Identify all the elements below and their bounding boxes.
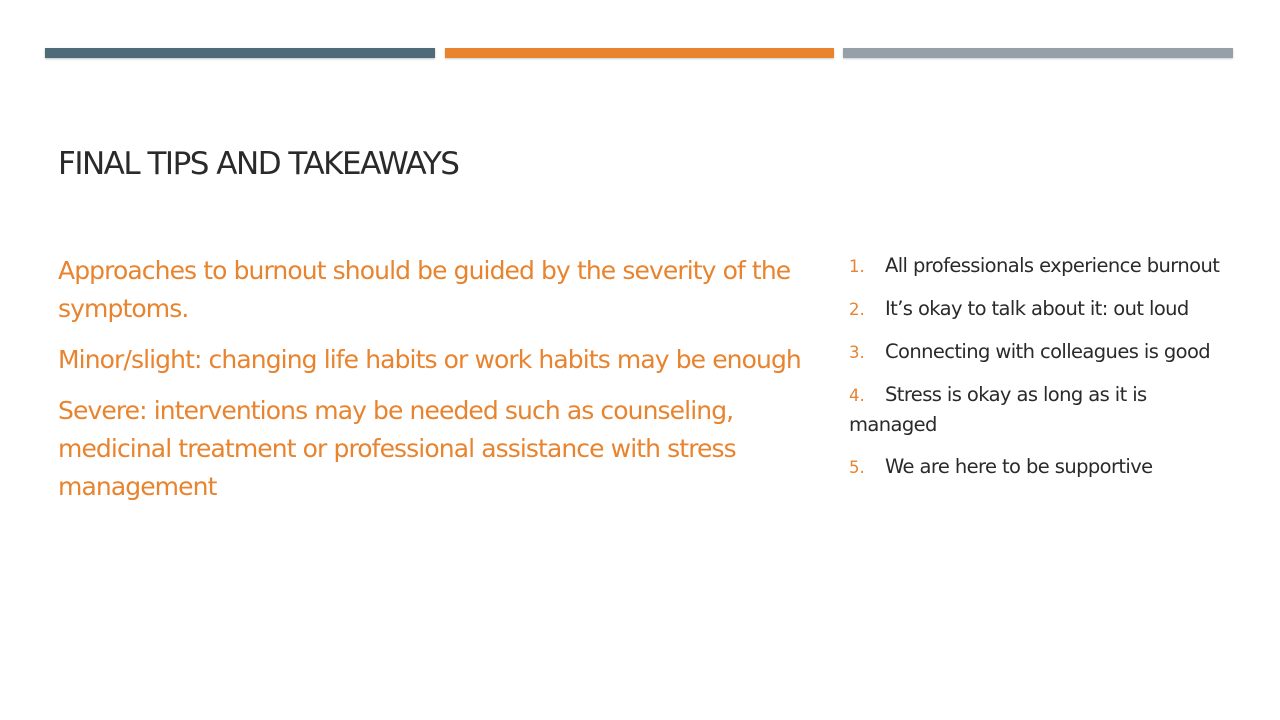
slide-title: FINAL TIPS AND TAKEAWAYS [58,146,459,182]
list-item-text: We are here to be supportive [885,455,1153,478]
paragraph-approaches: Approaches to burnout should be guided by the severity of the symptoms. [58,256,791,323]
list-item [849,294,1229,324]
list-number: 5. [849,458,865,477]
accent-bar-slate [45,48,435,58]
list-item-text: All professionals experience burnout [885,254,1220,277]
list-number: 3. [849,343,865,362]
takeaways-list [849,251,1229,495]
list-item-text: It’s okay to talk about it: out loud [885,297,1189,320]
list-item [849,337,1229,367]
list-number: 2. [849,300,865,319]
paragraph-minor: Minor/slight: changing life habits or work habits may be enough [58,345,801,374]
list-item-text: Stress is okay as long as it is managed [849,383,1147,436]
left-content [58,252,818,519]
list-number: 4. [849,386,865,405]
list-number: 1. [849,257,865,276]
paragraph-severe: Severe: interventions may be needed such as counseling, medicinal treatment or professional assistance with stress management [58,396,736,501]
list-item-text: Connecting with colleagues is good [885,340,1211,363]
list-item [849,251,1229,281]
accent-bar-gray [843,48,1233,58]
accent-bar-orange [445,48,834,58]
list-item [849,452,1229,482]
list-item [849,380,1229,439]
